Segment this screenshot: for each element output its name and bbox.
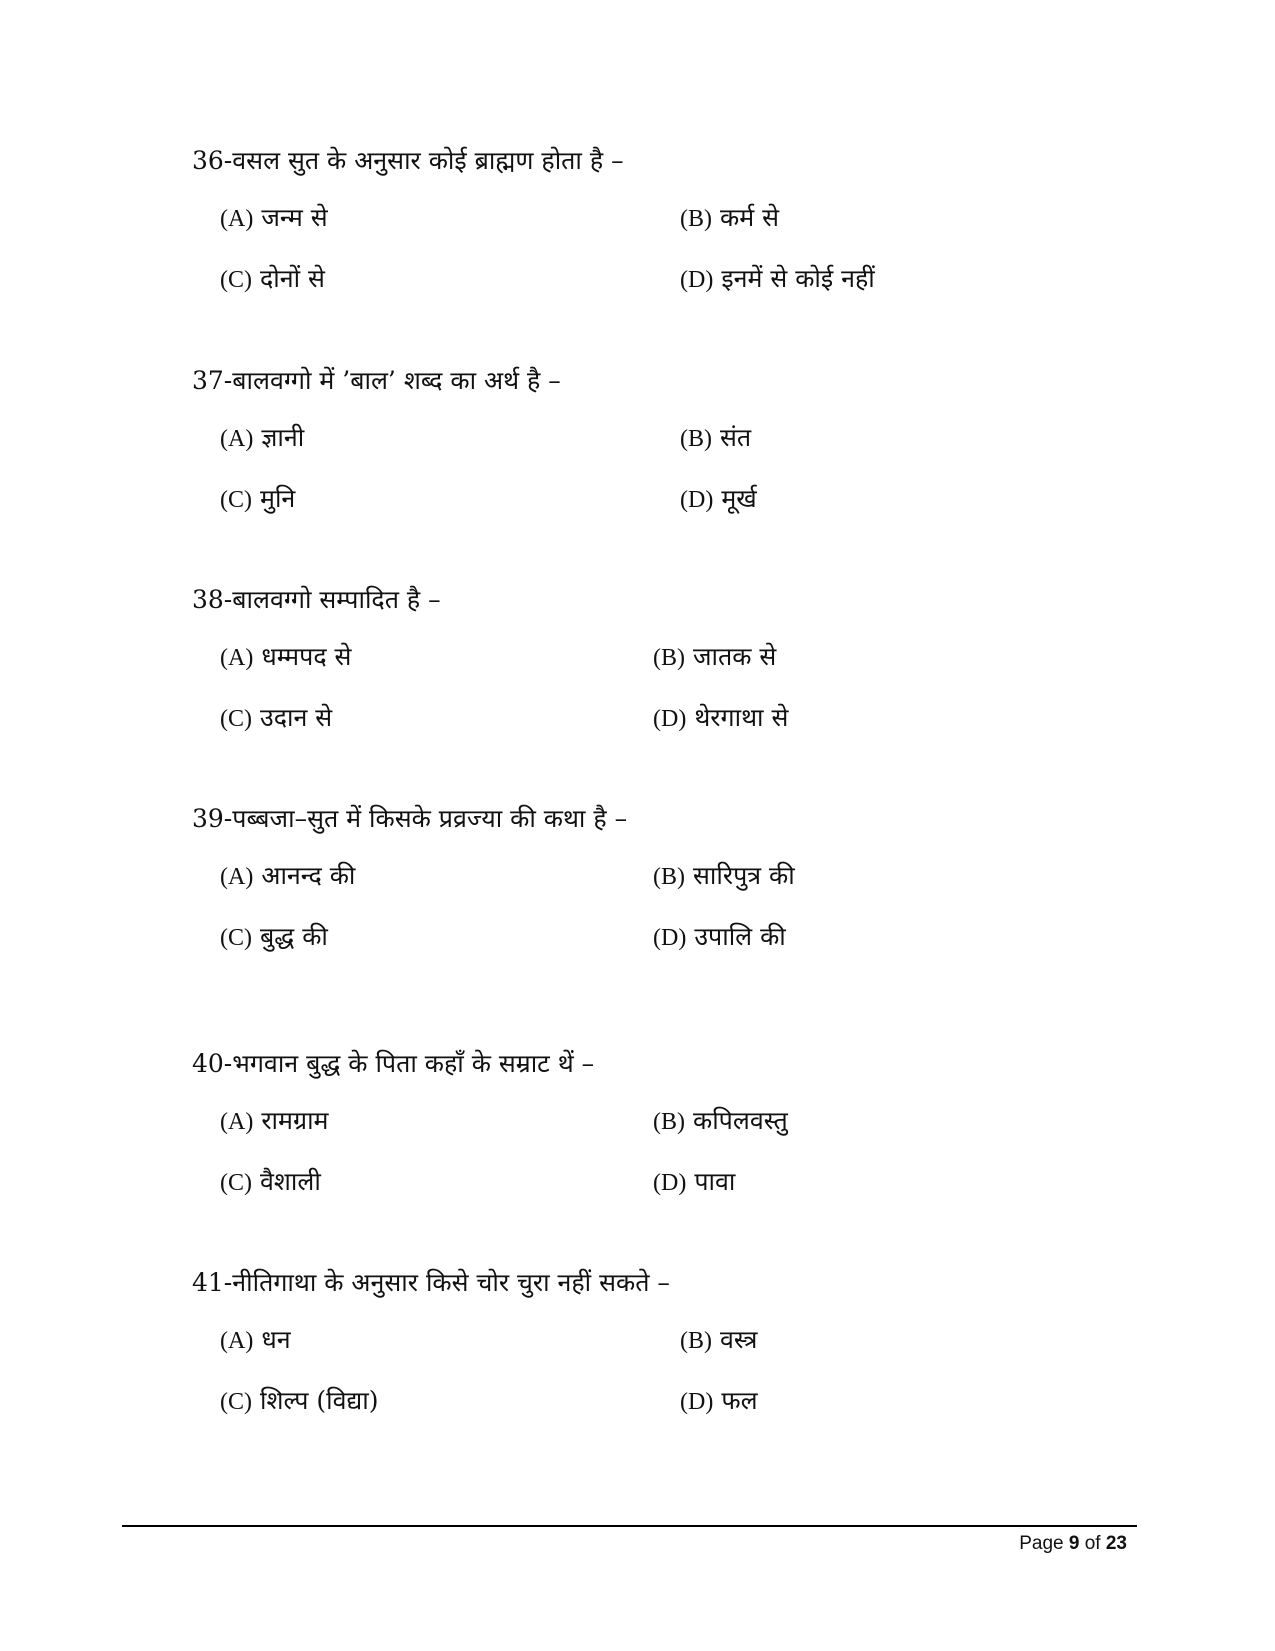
- option-text: इनमें से कोई नहीं: [721, 264, 875, 293]
- option-label: (C): [220, 487, 252, 513]
- question-stem: नीतिगाथा के अनुसार किसे चोर चुरा नहीं सकते –: [232, 1268, 670, 1297]
- option-text: मूर्ख: [721, 484, 757, 513]
- option-text: जन्म से: [261, 203, 328, 232]
- option-d: [680, 264, 875, 295]
- question-number: 40-: [192, 1049, 233, 1078]
- question-stem: वसल सुत के अनुसार कोई ब्राह्मण होता है –: [232, 146, 624, 175]
- option-text: पावा: [694, 1167, 736, 1196]
- option-text: बुद्ध की: [260, 922, 328, 951]
- option-label: (D): [680, 267, 714, 293]
- option-label: (D): [653, 1170, 687, 1196]
- option-b: [680, 203, 779, 234]
- option-label: (A): [220, 1109, 254, 1135]
- option-a: [220, 1325, 291, 1356]
- question-number: 38-: [192, 585, 233, 614]
- page-number: [1019, 1532, 1127, 1556]
- option-d: [653, 1167, 735, 1198]
- option-label: (C): [220, 1170, 252, 1196]
- option-label: (A): [220, 206, 254, 232]
- option-c: [220, 703, 332, 734]
- option-label: (C): [220, 1389, 252, 1415]
- option-a: [220, 861, 355, 892]
- option-a: [220, 423, 304, 454]
- option-label: (D): [680, 487, 714, 513]
- question-number: 36-: [192, 146, 233, 175]
- question-text: [192, 1049, 594, 1079]
- option-label: (D): [653, 925, 687, 951]
- option-label: (B): [680, 426, 712, 452]
- question-text: [192, 146, 624, 176]
- question-stem: बालवग्गो सम्पादित है –: [232, 585, 441, 614]
- option-text: जातक से: [693, 642, 777, 671]
- question-text: [192, 585, 441, 615]
- option-label: (B): [653, 1109, 685, 1135]
- option-label: (C): [220, 925, 252, 951]
- option-a: [220, 1106, 329, 1137]
- option-text: उदान से: [260, 703, 333, 732]
- option-label: (B): [653, 645, 685, 671]
- question-text: [192, 366, 561, 396]
- page-of: of: [1079, 1533, 1106, 1554]
- option-text: संत: [720, 423, 752, 452]
- option-text: धम्मपद से: [261, 642, 352, 671]
- option-label: (B): [680, 1328, 712, 1354]
- option-c: [220, 264, 325, 295]
- option-label: (A): [220, 645, 254, 671]
- option-a: [220, 203, 328, 234]
- option-text: दोनों से: [260, 264, 325, 293]
- footer-divider: [122, 1525, 1137, 1527]
- option-text: शिल्प (विद्या): [260, 1386, 379, 1415]
- question-text: [192, 804, 627, 834]
- question-number: 41-: [192, 1268, 233, 1297]
- option-label: (B): [680, 206, 712, 232]
- page-prefix: Page: [1019, 1533, 1069, 1554]
- question-number: 39-: [192, 804, 233, 833]
- option-label: (A): [220, 864, 254, 890]
- option-b: [680, 423, 751, 454]
- option-b: [653, 642, 776, 673]
- option-text: कपिलवस्तु: [693, 1106, 788, 1135]
- option-text: ज्ञानी: [261, 423, 305, 452]
- page-current: 9: [1068, 1533, 1080, 1554]
- option-d: [680, 484, 757, 515]
- option-text: आनन्द की: [261, 861, 356, 890]
- option-b: [653, 1106, 788, 1137]
- option-c: [220, 484, 295, 515]
- question-text: [192, 1268, 670, 1298]
- option-text: कर्म से: [720, 203, 779, 232]
- option-c: [220, 1167, 321, 1198]
- question-number: 37-: [192, 366, 233, 395]
- question-stem: पब्बजा–सुत में किसके प्रव्रज्या की कथा है –: [232, 804, 628, 833]
- option-label: (A): [220, 1328, 254, 1354]
- option-text: उपालि की: [694, 922, 786, 951]
- option-b: [680, 1325, 757, 1356]
- option-b: [653, 861, 795, 892]
- page-total: 23: [1105, 1533, 1127, 1554]
- option-text: धन: [261, 1325, 291, 1354]
- option-text: वैशाली: [260, 1167, 321, 1196]
- option-c: [220, 922, 328, 953]
- option-c: [220, 1386, 378, 1417]
- option-d: [653, 703, 788, 734]
- option-d: [653, 922, 786, 953]
- question-stem: बालवग्गो में ’बाल’ शब्द का अर्थ है –: [232, 366, 561, 395]
- option-label: (C): [220, 267, 252, 293]
- option-text: थेरगाथा से: [694, 703, 789, 732]
- option-text: मुनि: [260, 484, 296, 513]
- option-d: [680, 1386, 758, 1417]
- option-label: (A): [220, 426, 254, 452]
- option-text: वस्त्र: [720, 1325, 758, 1354]
- option-text: रामग्राम: [261, 1106, 329, 1135]
- option-a: [220, 642, 351, 673]
- option-label: (C): [220, 706, 252, 732]
- question-stem: भगवान बुद्ध के पिता कहाँ के सम्राट थें –: [232, 1049, 595, 1078]
- option-text: सारिपुत्र की: [693, 861, 795, 890]
- option-label: (D): [680, 1389, 714, 1415]
- option-text: फल: [721, 1386, 758, 1415]
- option-label: (D): [653, 706, 687, 732]
- option-label: (B): [653, 864, 685, 890]
